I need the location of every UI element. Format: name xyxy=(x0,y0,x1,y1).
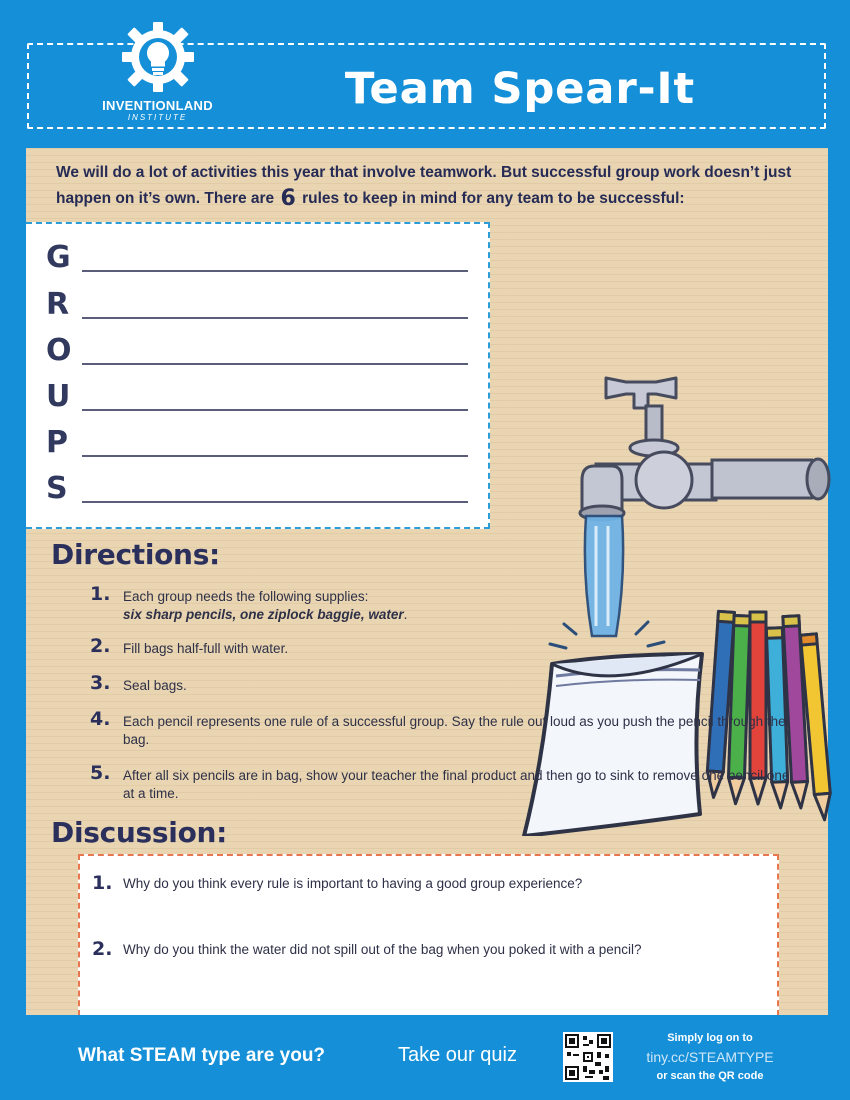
question-text: Why do you think the water did not spill out of the bag when you poked it with a pencil? xyxy=(123,942,642,957)
intro-text-end: rules to keep in mind for any team to be successful: xyxy=(302,190,685,207)
step-text: After all six pencils are in bag, show your teacher the final product and then go to sink to remove one pencil one at a time. xyxy=(123,768,790,801)
groups-letter: O xyxy=(46,333,72,368)
step-text: Seal bags. xyxy=(123,678,187,693)
logo-subtitle: INSTITUTE xyxy=(127,113,188,122)
groups-row xyxy=(46,287,476,327)
answer-line[interactable] xyxy=(82,409,468,411)
groups-row xyxy=(46,425,476,465)
logo-name: INVENTIONLAND xyxy=(102,98,213,113)
groups-letter: P xyxy=(46,425,68,460)
qr-code-icon[interactable] xyxy=(563,1032,613,1082)
answer-line[interactable] xyxy=(82,270,468,272)
groups-letter: U xyxy=(46,379,71,414)
question-text: Why do you think every rule is important to having a good group experience? xyxy=(123,876,583,891)
groups-letter: R xyxy=(46,287,70,322)
scan-qr-text: or scan the QR code xyxy=(656,1070,764,1082)
groups-acrostic-box xyxy=(26,222,490,529)
page-header xyxy=(0,0,850,148)
answer-line[interactable] xyxy=(82,501,468,503)
step-number: 2. xyxy=(90,635,111,657)
intro-paragraph xyxy=(56,160,796,212)
intro-rule-count: 6 xyxy=(280,186,296,211)
groups-letter: G xyxy=(46,240,71,275)
quiz-url[interactable]: tiny.cc/STEAMTYPE xyxy=(646,1049,774,1065)
question-number: 2. xyxy=(92,938,113,960)
simply-log-on-text: Simply log on to xyxy=(667,1032,753,1044)
faucet-icon xyxy=(580,378,829,520)
take-quiz-link[interactable]: Take our quiz xyxy=(398,1044,517,1066)
worksheet-paper xyxy=(26,148,828,1015)
discussion-box xyxy=(78,854,779,1016)
discussion-heading: Discussion: xyxy=(51,816,228,849)
answer-line[interactable] xyxy=(82,363,468,365)
page-footer xyxy=(0,1015,850,1100)
answer-line[interactable] xyxy=(82,455,468,457)
step-number: 3. xyxy=(90,672,111,694)
inventionland-logo xyxy=(95,20,220,140)
step-number: 4. xyxy=(90,708,111,730)
steam-question: What STEAM type are you? xyxy=(78,1045,326,1066)
groups-row xyxy=(46,240,476,280)
intro-text-start: We will do a lot of activities this year that involve teamwork. But successful group work doesn’t just happen on it’s own. There are xyxy=(56,164,792,207)
step-text: Each pencil represents one rule of a successful group. Say the rule out loud as you push the pencil through the bag. xyxy=(123,714,786,747)
quiz-instructions xyxy=(635,1032,785,1082)
question-number: 1. xyxy=(92,872,113,894)
groups-letter: S xyxy=(46,471,68,506)
directions-heading: Directions: xyxy=(51,538,220,571)
groups-row xyxy=(46,333,476,373)
groups-row xyxy=(46,379,476,419)
step-number: 1. xyxy=(90,583,111,605)
lightbulb-gear-icon xyxy=(120,20,196,94)
groups-row xyxy=(46,471,476,511)
answer-line[interactable] xyxy=(82,317,468,319)
supplies-list: six sharp pencils, one ziplock baggie, water xyxy=(123,607,404,622)
page-title: Team Spear-It xyxy=(344,64,696,114)
step-text: Each group needs the following supplies: six sharp pencils, one ziplock baggie, water. xyxy=(123,589,408,622)
step-text: Fill bags half-full with water. xyxy=(123,641,289,656)
step-number: 5. xyxy=(90,762,111,784)
